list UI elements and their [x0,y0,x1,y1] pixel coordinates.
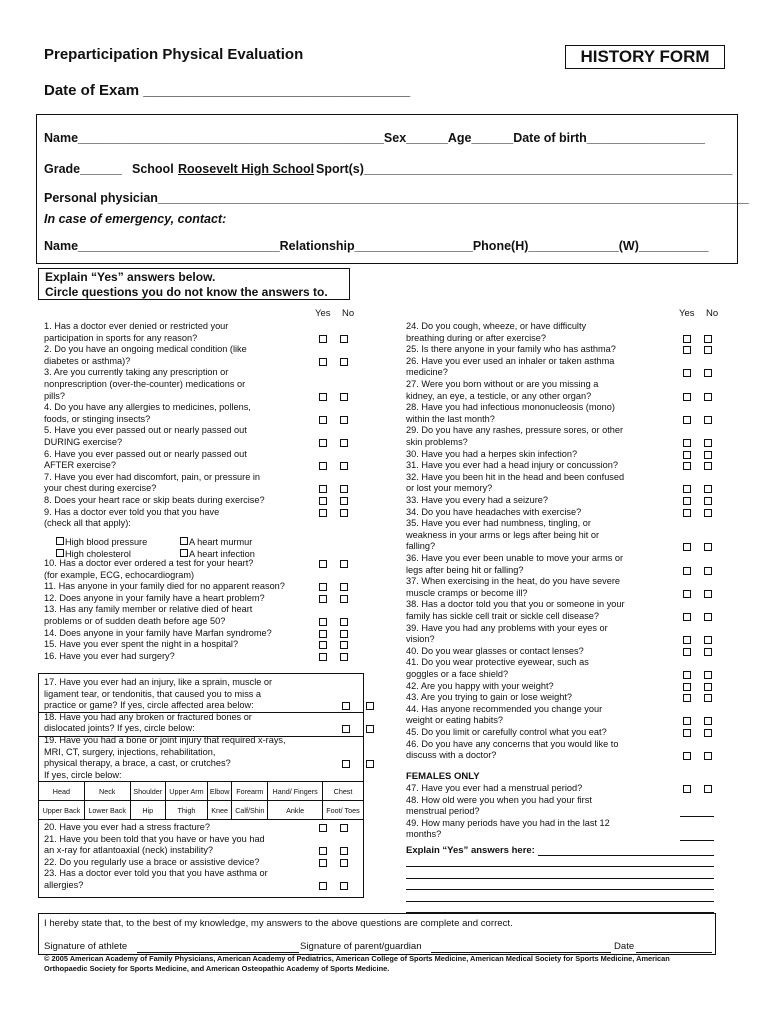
no-checkbox[interactable] [704,393,712,401]
no-checkbox[interactable] [704,671,712,679]
question-line: 28. Have you had infectious mononucleosis (mono) [406,402,615,413]
question-line: 46. Do you have any concerns that you would like to [406,738,619,749]
question-line: MRI, CT, surgery, injections, rehabilitation, [44,746,216,757]
question-line: dislocated joints? If yes, circle below: [44,723,195,734]
yes-checkbox[interactable] [319,824,327,832]
yes-checkbox[interactable] [683,369,691,377]
athlete-signature-label: Signature of athlete [44,941,128,952]
yes-checkbox[interactable] [342,725,350,733]
question-line: breathing during or after exercise? [406,332,546,343]
yes-checkbox[interactable] [683,497,691,505]
question-line: 2. Do you have an ongoing medical condition (like [44,344,247,355]
yes-checkbox[interactable] [683,485,691,493]
question-line: 30. Have you had a herpes skin infection? [406,448,578,459]
body-part-cell[interactable]: Upper Back [39,801,85,820]
question-line: 19. Have you had a bone or joint injury that required x-rays, [44,735,286,745]
copyright-line2: Orthopaedic Society for Sports Medicine, and American Osteopathic Academy of Sports Medicine. [44,964,390,973]
question-line: 12. Does anyone in your family have a heart problem? [44,592,265,603]
no-checkbox[interactable] [704,567,712,575]
question-line: goggles or a face shield? [406,669,509,679]
q49-answer-line[interactable] [680,840,714,841]
question-line: 21. Have you been told that you have or have you had [44,833,265,844]
question-line: diabetes or asthma)? [44,355,131,366]
q9-option-murmur[interactable]: A heart murmur [180,537,252,549]
no-checkbox[interactable] [704,335,712,343]
no-checkbox[interactable] [340,439,348,447]
yes-checkbox[interactable] [683,636,691,644]
yes-checkbox[interactable] [683,785,691,793]
copyright-line1: © 2005 American Academy of Family Physicians, American Academy of Pediatrics, American College of Sports Medicine, American Medical Society for Sports Medicine, American [44,954,670,963]
question-line: 17. Have you ever had an injury, like a sprain, muscle or [44,677,273,687]
question-line: 20. Have you ever had a stress fracture? [44,822,210,832]
question-line: skin problems? [406,437,468,447]
question-line: 32. Have you been hit in the head and been confused [406,471,625,482]
no-checkbox[interactable] [704,613,712,621]
question-line: weakness in your arms or legs after being hit or [406,529,600,540]
no-checkbox[interactable] [704,497,712,505]
explain-line[interactable] [538,855,714,856]
question-line: 42. Are you happy with your weight? [406,680,554,691]
date-label: Date [614,941,635,952]
question-line: (check all that apply): [44,518,131,529]
question-line: practice or game? If yes, circle affected area below: [44,700,254,711]
yes-checkbox[interactable] [683,729,691,737]
question-line: 26. Have you ever used an inhaler or taken asthma [406,355,615,366]
question-line: weight or eating habits? [406,715,504,726]
body-part-cell[interactable]: Elbow [207,782,231,801]
right-yes-header: Yes [679,308,695,319]
question-line: 4. Do you have any allergies to medicines, pollens, [44,402,251,413]
question-line: 40. Do you wear glasses or contact lenses? [406,645,584,656]
no-checkbox[interactable] [340,560,348,568]
no-checkbox[interactable] [340,859,348,867]
question-line: 45. Do you limit or carefully control what you eat? [406,727,607,737]
question-line: 38. Has a doctor told you that you or someone in your [406,599,625,610]
yes-checkbox[interactable] [683,613,691,621]
explain-answer-line[interactable] [406,901,714,902]
yes-checkbox[interactable] [319,485,327,493]
body-part-cell[interactable]: Neck [84,782,130,801]
question-line: 35. Have you ever had numbness, tingling, or [406,518,591,529]
question-line: foods, or stinging insects? [44,413,151,424]
q9-option-heart-infection[interactable]: A heart infection [180,549,255,561]
no-checkbox[interactable] [340,509,348,517]
no-checkbox[interactable] [704,485,712,493]
yes-checkbox[interactable] [319,630,327,638]
yes-checkbox[interactable] [319,497,327,505]
no-checkbox[interactable] [704,648,712,656]
yes-checkbox[interactable] [683,671,691,679]
question-line: problems or of sudden death before age 50? [44,616,226,626]
yes-checkbox[interactable] [319,560,327,568]
body-part-cell[interactable]: Lower Back [84,801,130,820]
no-checkbox[interactable] [340,847,348,855]
history-form-label: HISTORY FORM [565,45,725,69]
yes-checkbox[interactable] [683,462,691,470]
question-line: menstrual period? [406,806,480,817]
question-line: 47. Have you ever had a menstrual period? [406,783,583,793]
yes-checkbox[interactable] [319,847,327,855]
body-part-cell[interactable]: Chest [323,782,364,801]
question-line: 11. Has anyone in your family died for no apparent reason? [44,581,285,592]
question-line: 3. Are you currently taking any prescription or [44,367,229,378]
yes-checkbox[interactable] [319,358,327,366]
date-line[interactable] [636,952,712,953]
no-checkbox[interactable] [704,416,712,424]
question-line: 10. Has a doctor ever ordered a test for your heart? [44,558,254,568]
school-label: School [132,162,174,176]
physician-field[interactable]: Personal physician_____________________________________________________________________________________ [44,191,749,205]
no-checkbox[interactable] [340,462,348,470]
question-line: 24. Do you cough, wheeze, or have difficulty [406,321,587,331]
no-checkbox[interactable] [340,393,348,401]
question-line: medicine? [406,367,448,378]
question-line: 48. How old were you when you had your first [406,794,592,805]
explain-answer-line[interactable] [406,878,714,879]
question-line: pills? [44,390,65,401]
question-line: discuss with a doctor? [406,750,497,761]
question-line: an x-ray for atlantoaxial (neck) instability? [44,845,214,856]
form-title: Preparticipation Physical Evaluation [44,46,304,63]
yes-checkbox[interactable] [683,335,691,343]
question-line: vision? [406,634,435,645]
date-of-exam-field[interactable]: Date of Exam ________________________________ [44,82,411,99]
emergency-contact-line[interactable]: Name_____________________________Relationship_________________Phone(H)_____________(W)__________ [44,239,709,253]
left-no-header: No [342,308,355,319]
body-part-cell[interactable]: Hand/ Fingers [268,782,323,801]
no-checkbox[interactable] [704,785,712,793]
no-checkbox[interactable] [340,335,348,343]
no-checkbox[interactable] [366,702,374,710]
body-part-cell[interactable]: Forearm [232,782,268,801]
no-checkbox[interactable] [340,653,348,661]
no-checkbox[interactable] [340,618,348,626]
yes-checkbox[interactable] [683,543,691,551]
question-line: 13. Has any family member or relative died of heart [44,604,253,615]
q9-option-high-bp[interactable]: High blood pressure [56,537,147,549]
question-line: within the last month? [406,413,495,424]
no-checkbox[interactable] [366,725,374,733]
yes-checkbox[interactable] [319,335,327,343]
yes-checkbox[interactable] [319,509,327,517]
no-checkbox[interactable] [340,882,348,890]
females-only-label: FEMALES ONLY [406,771,480,782]
yes-checkbox[interactable] [319,618,327,626]
no-checkbox[interactable] [340,630,348,638]
body-part-cell[interactable]: Head [39,782,85,801]
question-line: 44. Has anyone recommended you change your [406,703,603,714]
statement-text: I hereby state that, to the best of my knowledge, my answers to the above questions are complete and correct. [44,918,513,929]
question-line: allergies? [44,880,84,890]
grade-field[interactable]: Grade______ [44,162,122,176]
question-line: nonprescription (over-the-counter) medications or [44,379,246,389]
instructions-box [38,268,350,300]
no-checkbox[interactable] [340,595,348,603]
body-part-table [38,781,364,820]
no-checkbox[interactable] [704,346,712,354]
no-checkbox[interactable] [704,369,712,377]
question-line: family has sickle cell trait or sickle cell disease? [406,611,600,621]
parent-signature-line[interactable] [431,952,611,953]
question-line: 18. Have you had any broken or fractured bones or [44,711,252,722]
no-checkbox[interactable] [366,760,374,768]
body-part-cell[interactable]: Calf/Shin [232,801,268,820]
question-line: physical therapy, a brace, a cast, or crutches? [44,758,231,769]
yes-checkbox[interactable] [683,346,691,354]
question-line: 43. Are you trying to gain or lose weight? [406,692,572,703]
instructions-line2: Circle questions you do not know the answers to. [45,285,328,299]
no-checkbox[interactable] [704,752,712,760]
yes-checkbox[interactable] [683,439,691,447]
explain-yes-label: Explain “Yes” answers here: [406,845,535,856]
question-line: 1. Has a doctor ever denied or restricted your [44,321,229,331]
emergency-label: In case of emergency, contact: [44,212,227,226]
question-line: If yes, circle below: [44,769,122,780]
question-line: 41. Do you wear protective eyewear, such as [406,657,589,668]
school-name[interactable]: Roosevelt High School [178,162,315,176]
question-line: 22. Do you regularly use a brace or assistive device? [44,856,260,867]
no-checkbox[interactable] [704,451,712,459]
no-checkbox[interactable] [340,485,348,493]
no-checkbox[interactable] [704,729,712,737]
sports-field[interactable]: Sport(s)_____________________________________________________ [316,162,733,176]
no-checkbox[interactable] [340,358,348,366]
yes-checkbox[interactable] [683,752,691,760]
no-checkbox[interactable] [704,683,712,691]
question-line: kidney, an eye, a testicle, or any other organ? [406,390,592,401]
question-line: 39. Have you had any problems with your eyes or [406,622,608,633]
no-checkbox[interactable] [340,583,348,591]
q48-answer-line[interactable] [680,816,714,817]
body-part-cell[interactable]: Ankle [268,801,323,820]
yes-checkbox[interactable] [342,760,350,768]
question-line: 16. Have you ever had surgery? [44,650,175,661]
body-part-cell[interactable]: Thigh [165,801,207,820]
question-line: your chest during exercise? [44,483,157,494]
no-checkbox[interactable] [704,462,712,470]
yes-checkbox[interactable] [319,641,327,649]
yes-checkbox[interactable] [683,451,691,459]
question-line: 27. Were you born without or are you missing a [406,379,599,389]
question-line: AFTER exercise? [44,460,116,471]
yes-checkbox[interactable] [319,439,327,447]
yes-checkbox[interactable] [319,859,327,867]
no-checkbox[interactable] [704,590,712,598]
explain-answer-line[interactable] [406,889,714,890]
question-line: 33. Have you every had a seizure? [406,495,548,505]
yes-checkbox[interactable] [683,683,691,691]
no-checkbox[interactable] [340,824,348,832]
body-part-cell[interactable]: Upper Arm [165,782,207,801]
left-yes-header: Yes [315,308,331,319]
yes-checkbox[interactable] [319,653,327,661]
question-line: 14. Does anyone in your family have Marfan syndrome? [44,627,272,638]
no-checkbox[interactable] [340,497,348,505]
question-line: participation in sports for any reason? [44,332,198,343]
no-checkbox[interactable] [704,636,712,644]
body-part-cell[interactable]: Knee [207,801,231,820]
no-checkbox[interactable] [704,439,712,447]
yes-checkbox[interactable] [683,648,691,656]
question-line: 25. Is there anyone in your family who has asthma? [406,344,616,355]
no-checkbox[interactable] [340,416,348,424]
question-line: legs after being hit or falling? [406,564,524,575]
yes-checkbox[interactable] [319,462,327,470]
question-line: 9. Has a doctor ever told you that you have [44,506,220,517]
yes-checkbox[interactable] [319,595,327,603]
question-line: 29. Do you have any rashes, pressure sores, or other [406,425,624,436]
question-line: 7. Have you ever had discomfort, pain, or pressure in [44,471,261,482]
yes-checkbox[interactable] [683,717,691,725]
question-line: DURING exercise? [44,437,123,447]
question-line: 6. Have you ever passed out or nearly passed out [44,448,247,459]
explain-answer-line[interactable] [406,866,714,867]
question-line: (for example, ECG, echocardiogram) [44,569,195,580]
yes-checkbox[interactable] [683,509,691,517]
body-part-cell[interactable]: Hip [130,801,165,820]
question-line: 23. Has a doctor ever told you that you have asthma or [44,868,268,879]
question-line: or lost your memory? [406,483,493,494]
question-line: falling? [406,541,436,552]
question-line: 8. Does your heart race or skip beats during exercise? [44,495,265,505]
question-line: ligament tear, or tendonitis, that caused you to miss a [44,688,262,699]
yes-checkbox[interactable] [683,416,691,424]
yes-checkbox[interactable] [319,393,327,401]
question-line: 31. Have you ever had a head injury or concussion? [406,460,618,471]
instructions-line1: Explain “Yes” answers below. [45,270,216,284]
no-checkbox[interactable] [704,694,712,702]
right-no-header: No [706,308,719,319]
question-line: 15. Have you ever spent the night in a hospital? [44,639,239,650]
no-checkbox[interactable] [704,509,712,517]
yes-checkbox[interactable] [683,590,691,598]
no-checkbox[interactable] [340,641,348,649]
question-line: 34. Do you have headaches with exercise? [406,506,582,517]
no-checkbox[interactable] [704,543,712,551]
question-line: 5. Have you ever passed out or nearly passed out [44,425,247,436]
question-line: 36. Have you ever been unable to move your arms or [406,553,624,563]
yes-checkbox[interactable] [319,583,327,591]
q9-option-cholesterol[interactable]: High cholesterol [56,549,131,561]
yes-checkbox[interactable] [319,416,327,424]
yes-checkbox[interactable] [319,882,327,890]
athlete-signature-line[interactable] [137,952,299,953]
parent-signature-label: Signature of parent/guardian [300,941,422,952]
name-sex-age-dob-line[interactable]: Name____________________________________________Sex______Age______Date of birth_________________ [44,131,705,145]
yes-checkbox[interactable] [342,702,350,710]
yes-checkbox[interactable] [683,393,691,401]
question-line: 49. How many periods have you had in the last 12 [406,817,610,828]
question-line: months? [406,829,442,840]
body-part-cell[interactable]: Shoulder [130,782,165,801]
body-part-cell[interactable]: Foot/ Toes [323,801,364,820]
question-line: 37. When exercising in the heat, do you have severe [406,576,620,587]
question-line: muscle cramps or become ill? [406,587,528,598]
yes-checkbox[interactable] [683,694,691,702]
yes-checkbox[interactable] [683,567,691,575]
no-checkbox[interactable] [704,717,712,725]
